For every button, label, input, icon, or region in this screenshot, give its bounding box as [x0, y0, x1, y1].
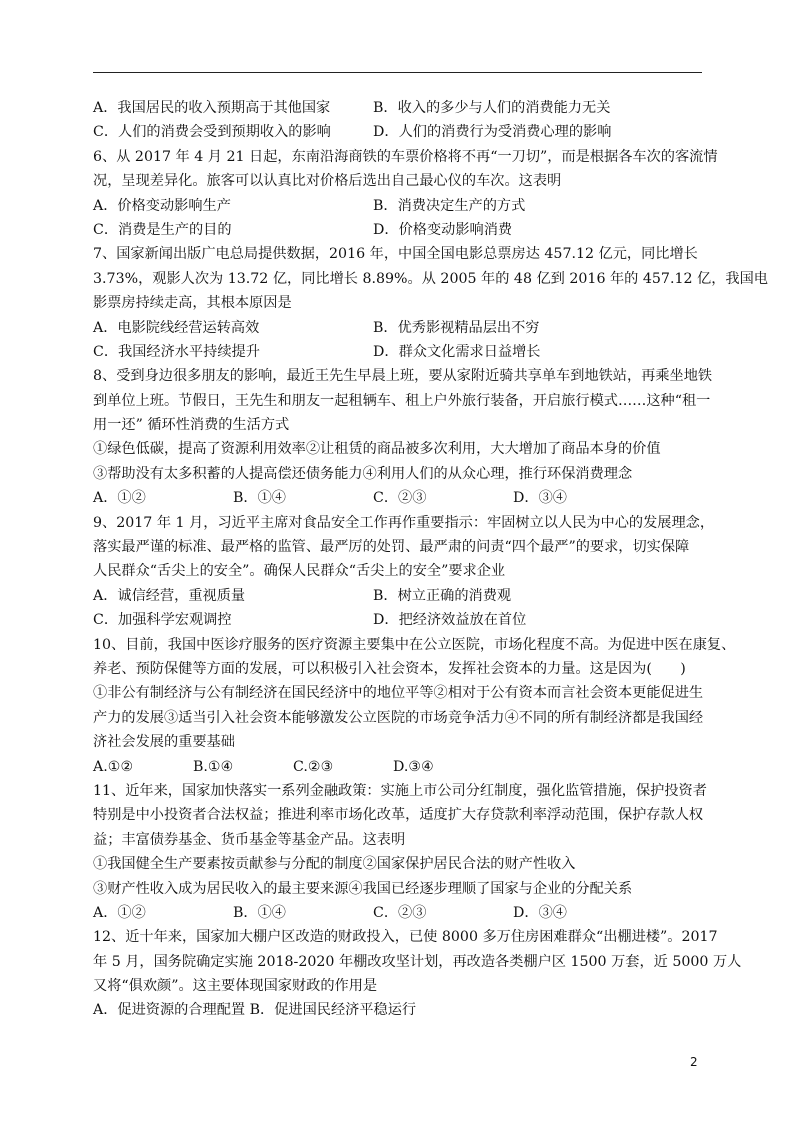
question-stem-line: 6、从 2017 年 4 月 21 日起，东南沿海商铁的车票价格将不再“一刀切”，而是根据各车次的客流情 [93, 148, 718, 165]
page-number: 2 [690, 1055, 698, 1069]
question-6 [93, 145, 718, 243]
question-stem-line: 影票房持续走高，其根本原因是 [93, 295, 292, 312]
option-b: B．收入的多少与人们的消费能力无关 [373, 100, 611, 116]
option-c: C．②③ [373, 490, 427, 507]
question-stem-line: 7、国家新闻出版广电总局提供数据，2016 年，中国全国电影总票房达 457.12 亿元，同比增长 [93, 246, 698, 263]
option-c: C.②③ [293, 758, 334, 775]
option-d: D．群众文化需求日益增长 [373, 343, 541, 360]
option-a: A．我国居民的收入预期高于其他国家 [93, 100, 331, 116]
option-c: C．加强科学宏观调控 [93, 612, 232, 629]
option-d: D．③④ [513, 490, 567, 507]
option-b: B.①④ [193, 758, 234, 775]
statement-line: 产力的发展③适当引入社会资本能够激发公立医院的市场竞争活力④不同的所有制经济都是我国经 [93, 709, 704, 726]
question-stem-line: 年 5 月，国务院确定实施 2018-2020 年棚改攻坚计划，再改造各类棚户区 1500 万套，近 5000 万人 [93, 953, 742, 970]
option-a: A．电影院线经营运转高效 [93, 319, 260, 336]
question-stem-line: 用一还” 循环性消费的生活方式 [93, 417, 290, 434]
header-rule [93, 72, 702, 73]
question-stem-line: 况，呈现差异化。旅客可以认真比对价格后选出自己最心仪的车次。这表明 [93, 173, 562, 190]
exam-page-content [93, 96, 768, 1023]
option-c: C．消费是生产的目的 [93, 221, 232, 238]
statement-line: 济社会发展的重要基础 [93, 734, 235, 751]
option-a: A．价格变动影响生产 [93, 197, 231, 214]
option-c: C．人们的消费会受到预期收入的影响 [93, 124, 331, 141]
question-stem-line: 又将“俱欢颜”。这主要体现国家财政的作用是 [93, 978, 378, 995]
statement-line: ①非公有制经济与公有制经济在国民经济中的地位平等②相对于公有资本而言社会资本更能促进生 [93, 685, 704, 702]
statement-line: ③财产性收入成为居民收入的最主要来源④我国已经逐步理顺了国家与企业的分配关系 [93, 880, 633, 897]
question-stem-line: 12、近十年来，国家加大棚户区改造的财政投入，已使 8000 多万住房困难群众“出棚进楼”。2017 [93, 929, 718, 946]
question-10 [93, 633, 736, 779]
question-7 [93, 242, 768, 364]
option-a: A．诚信经营，重视质量 [93, 587, 246, 604]
question-stem-line: 3.73%，观影人次为 13.72 亿，同比增长 8.89%。从 2005 年的 48 亿到 2016 年的 457.12 亿，我国电 [93, 270, 768, 287]
question-stem-line: 人民群众“舌尖上的安全”。确保人民群众“舌尖上的安全”要求企业 [93, 563, 506, 580]
option-b: B．①④ [233, 490, 286, 507]
option-d: D．把经济效益放在首位 [373, 612, 527, 629]
question-stem-line: 11、近年来，国家加快落实一系列金融政策：实施上市公司分红制度，强化监管措施，保护投资者 [93, 782, 707, 799]
option-b: B．消费决定生产的方式 [373, 197, 526, 214]
option-d: D.③④ [393, 758, 434, 775]
question-11 [93, 779, 705, 925]
question-stem-line: 落实最严谨的标准、最严格的监管、最严厉的处罚、最严肃的问责“四个最严”的要求，切实保障 [93, 539, 690, 556]
option-a: A．①② [93, 904, 146, 921]
statement-line: ③帮助没有太多积蓄的人提高偿还债务能力④利用人们的从众心理，推行环保消费理念 [93, 465, 633, 482]
option-c: C．我国经济水平持续提升 [93, 343, 260, 360]
question-8 [93, 364, 713, 510]
question-9 [93, 511, 715, 633]
option-a: A．①② [93, 490, 146, 507]
question-stem-line: 9、2017 年 1 月，习近平主席对食品安全工作再作重要指示：牢固树立以人民为中心的发展理念， [93, 514, 715, 531]
statement-line: ①绿色低碳，提高了资源利用效率②让租赁的商品被多次利用，大大增加了商品本身的价值 [93, 441, 661, 458]
question-stem-line: 8、受到身边很多朋友的影响，最近王先生早晨上班，要从家附近骑共享单车到地铁站，再乘坐地铁 [93, 368, 713, 385]
option-d: D．③④ [513, 904, 567, 921]
option-b: B．树立正确的消费观 [373, 587, 512, 604]
option-b: B．①④ [233, 904, 286, 921]
statement-line: ①我国健全生产要素按贡献参与分配的制度②国家保护居民合法的财产性收入 [93, 856, 576, 873]
question-stem-line: 益；丰富债券基金、货币基金等基金产品。这表明 [93, 831, 406, 848]
option-b: B．优秀影视精品层出不穷 [373, 319, 540, 336]
question-5-options [93, 96, 705, 145]
question-stem-line: 10、目前，我国中医诊疗服务的医疗资源主要集中在公立医院，市场化程度不高。为促进中医在康复、 [93, 636, 736, 653]
question-stem-line: 到单位上班。节假日，王先生和朋友一起租辆车、租上户外旅行装备，开启旅行模式……这种“租一 [93, 392, 711, 409]
options-a-b: A．促进资源的合理配置 B．促进国民经济平稳运行 [93, 1002, 417, 1019]
question-12 [93, 925, 742, 1023]
option-c: C．②③ [373, 904, 427, 921]
option-d: D．价格变动影响消费 [373, 221, 513, 238]
option-a: A.①② [93, 758, 134, 775]
question-stem-line: 养老、预防保健等方面的发展，可以积极引入社会资本，发挥社会资本的力量。这是因为( ) [93, 660, 686, 677]
question-stem-line: 特别是中小投资者合法权益；推进利率市场化改革，适度扩大存贷款利率浮动范围，保护存款人权 [93, 807, 704, 824]
option-d: D．人们的消费行为受消费心理的影响 [373, 124, 612, 141]
